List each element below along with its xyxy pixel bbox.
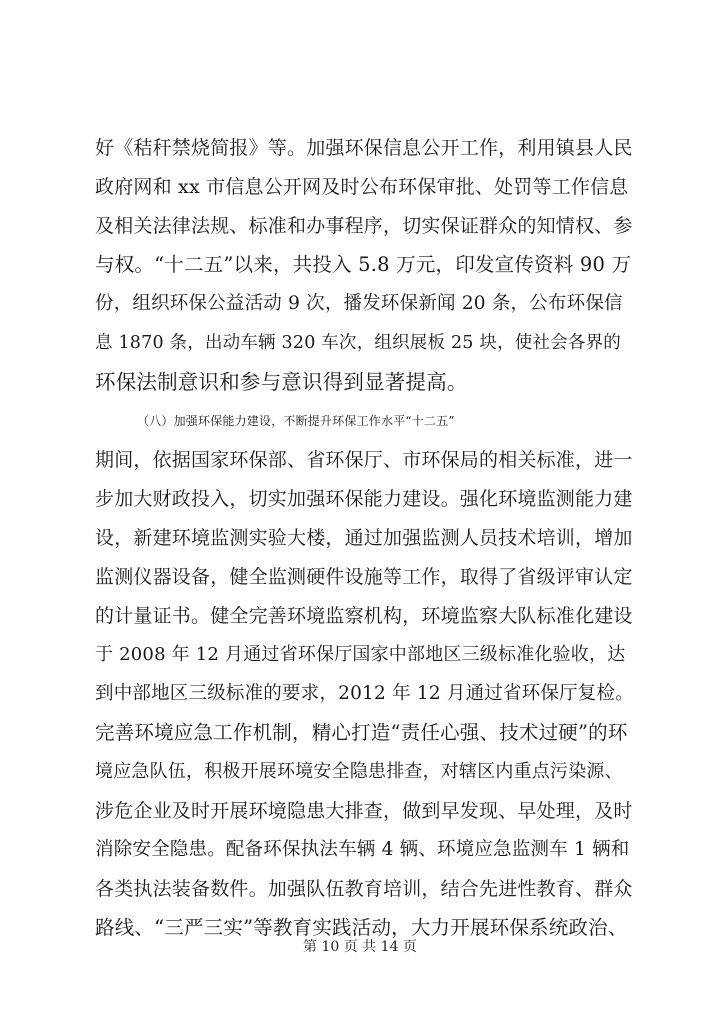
- body-line-16: 完善环境应急工作机制，精心打造“责任心强、技术过硬”的环: [95, 721, 628, 744]
- body-line-12: 监测仪器设备，健全监测硬件设施等工作，取得了省级评审认定: [95, 566, 633, 588]
- body-line-21: 路线、“三严三实”等教育实践活动，大力开展环保系统政治、: [95, 916, 628, 939]
- body-line-9: 期间，依据国家环保部、省环保厅、市环保局的相关标准，进一: [95, 449, 633, 471]
- body-line-4: 与权。“十二五”以来，共投入 5.8 万元，印发宣传资料 90 万: [95, 253, 632, 276]
- body-line-13: 的计量证书。健全完善环境监察机构，环境监察大队标准化建设: [95, 605, 633, 627]
- body-line-3: 及相关法律法规、标准和办事程序，切实保证群众的知情权、参: [95, 215, 633, 237]
- body-line-11: 设，新建环境监测实验大楼，通过加强监测人员技术培训，增加: [95, 527, 633, 549]
- body-line-5: 份，组织环保公益活动 9 次，播发环保新闻 20 条，公布环保信: [95, 293, 623, 314]
- body-line-6: 息 1870 条，出动车辆 320 车次，组织展板 25 块，使社会各界的: [95, 333, 621, 353]
- body-line-14: 于 2008 年 12 月通过省环保厅国家中部地区三级标准化验收，达: [95, 644, 626, 665]
- body-line-17: 境应急队伍，积极开展环境安全隐患排查，对辖区内重点污染源、: [95, 761, 623, 782]
- paragraph-heading-line: （八）加强环保能力建设，不断提升环保工作水平“十二五”: [137, 414, 455, 428]
- body-line-15: 到中部地区三级标准的要求，2012 年 12 月通过省环保厅复检。: [95, 683, 634, 704]
- body-line-10: 步加大财政投入，切实加强环保能力建设。强化环境监测能力建: [95, 488, 633, 510]
- body-line-20: 各类执法装备数件。加强队伍教育培训，结合先进性教育、群众: [95, 878, 633, 900]
- body-line-2: 政府网和 xx 市信息公开网及时公布环保审批、处罚等工作信息: [95, 176, 629, 198]
- page-number-footer: 第 10 页 共 14 页: [303, 939, 417, 955]
- body-line-19: 消除安全隐患。配备环保执法车辆 4 辆、环境应急监测车 1 辆和: [95, 839, 630, 860]
- body-line-18: 涉危企业及时开展环境隐患大排查，做到早发现、早处理，及时: [95, 800, 633, 822]
- body-line-1: 好《秸秆禁烧简报》等。加强环保信息公开工作，利用镇县人民: [95, 137, 633, 159]
- body-line-7: 环保法制意识和参与意识得到显著提高。: [95, 370, 468, 394]
